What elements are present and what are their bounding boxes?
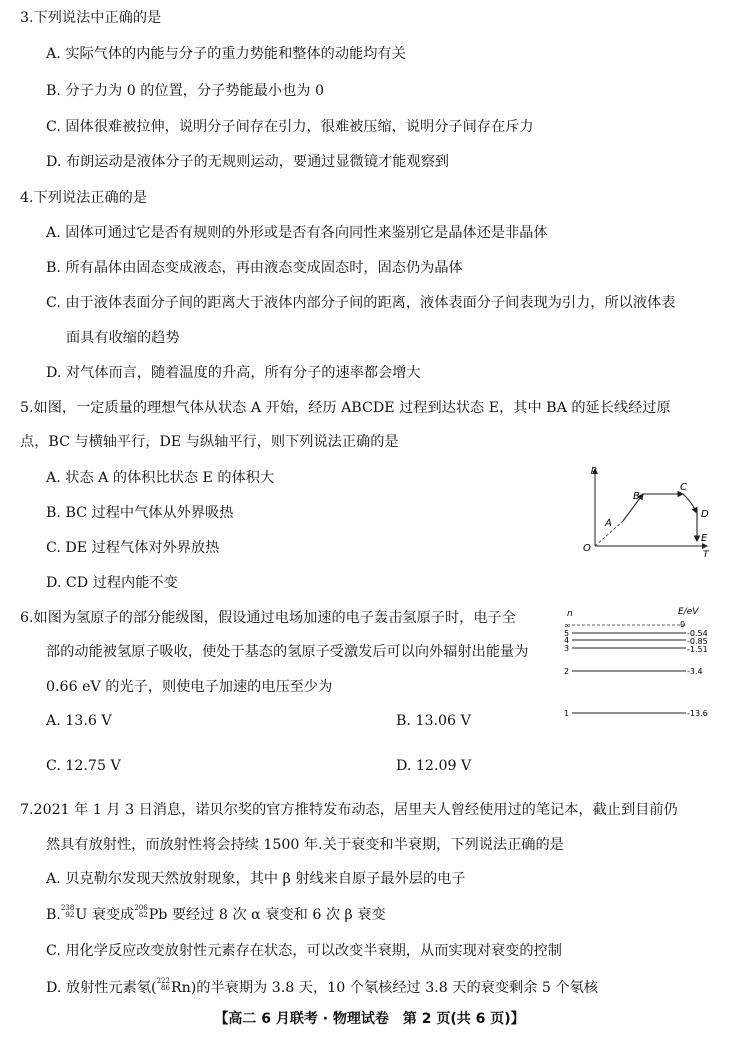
q7-option-a: A. 贝克勒尔发现天然放射现象，其中 β 射线来自原子最外层的电子 bbox=[46, 871, 466, 887]
q7-b-rest: Pb 要经过 8 次 α 衰变和 6 次 β 衰变 bbox=[148, 907, 386, 923]
level-e-header: E/eV bbox=[678, 607, 699, 617]
level-n-2: 2 bbox=[564, 667, 570, 676]
q4-stem: 4.下列说法正确的是 bbox=[20, 190, 148, 206]
level-n-header: n bbox=[567, 609, 573, 619]
q7-stem-line1: 7.2021 年 1 月 3 日消息，诺贝尔奖的官方推特发布动态，居里夫人曾经使用过的笔记本，截止到目前仍 bbox=[20, 802, 678, 818]
q3-option-a: A. 实际气体的内能与分子的重力势能和整体的动能均有关 bbox=[46, 46, 406, 62]
level-n-5: 5 bbox=[564, 629, 570, 638]
q3-option-c: C. 固体很难被拉伸，说明分子间存在引力，很难被压缩，说明分子间存在斥力 bbox=[46, 119, 534, 135]
q5-option-b: B. BC 过程中气体从外界吸热 bbox=[46, 505, 234, 521]
level-n-4: 4 bbox=[564, 636, 570, 645]
level-n-3: 3 bbox=[564, 644, 570, 653]
q5-option-c: C. DE 过程气体对外界放热 bbox=[46, 540, 220, 556]
q6-stem-line2: 部的动能被氢原子吸收，使处于基态的氢原子受激发后可以向外辐射出能量为 bbox=[46, 644, 529, 660]
label-t: T bbox=[703, 550, 709, 558]
q4-option-c-line1: C. 由于液体表面分子间的距离大于液体内部分子间的距离，液体表面分子间表现为引力，所以液体表 bbox=[46, 295, 676, 311]
q6-option-b: B. 13.06 V bbox=[396, 713, 471, 729]
segment-cd bbox=[683, 494, 697, 513]
q5-option-d: D. CD 过程内能不变 bbox=[46, 575, 178, 591]
q7-option-c: C. 用化学反应改变放射性元素存在状态，可以改变半衰期，从而实现对衰变的控制 bbox=[46, 943, 562, 959]
label-p: p bbox=[591, 465, 597, 475]
q7-b-uranium: U 衰变成 bbox=[75, 907, 135, 923]
q4-option-a: A. 固体可通过它是否有规则的外形或是否有各向同性来鉴别它是晶体还是非晶体 bbox=[46, 225, 548, 241]
u238-isotope-marks: 238 92 bbox=[60, 904, 75, 919]
q6-option-d: D. 12.09 V bbox=[396, 758, 472, 774]
q7-option-b bbox=[46, 905, 386, 925]
q6-option-a: A. 13.6 V bbox=[46, 713, 112, 729]
q4-option-c-line2: 面具有收缩的趋势 bbox=[66, 330, 180, 346]
q6-stem-line1: 6.如图为氢原子的部分能级图，假设通过电场加速的电子轰击氢原子时，电子全 bbox=[20, 610, 516, 626]
level-e-5: -0.54 bbox=[687, 629, 708, 638]
q7-d-rest: Rn)的半衰期为 3.8 天，10 个氡核经过 3.8 天的衰变剩余 5 个氡核 bbox=[170, 980, 599, 996]
label-c: C bbox=[680, 482, 687, 493]
level-e-3: -1.51 bbox=[687, 645, 708, 654]
q6-stem-line3: 0.66 eV 的光子，则使电子加速的电压至少为 bbox=[46, 679, 333, 695]
q7-stem-line2: 然具有放射性，而放射性将会持续 1500 年.关于衰变和半衰期，下列说法正确的是 bbox=[46, 837, 564, 853]
q6-energy-level-diagram bbox=[560, 600, 720, 725]
q5-pt-graph bbox=[575, 463, 715, 558]
pb206-isotope-marks: 206 82 bbox=[134, 904, 148, 919]
q7-option-d bbox=[46, 978, 598, 998]
q3-option-b: B. 分子力为 0 的位置，分子势能最小也为 0 bbox=[46, 83, 325, 99]
level-e-inf: 0 bbox=[680, 620, 686, 629]
level-e-2: -3.4 bbox=[687, 667, 703, 676]
q7-b-prefix: B. bbox=[46, 907, 61, 923]
rn222-isotope-marks: 222 86 bbox=[156, 977, 170, 992]
level-n-1: 1 bbox=[564, 709, 570, 718]
q5-stem-line2: 点，BC 与横轴平行，DE 与纵轴平行，则下列说法正确的是 bbox=[20, 434, 399, 450]
q4-option-b: B. 所有晶体由固态变成液态，再由液态变成固态时，固态仍为晶体 bbox=[46, 260, 463, 276]
label-d: D bbox=[701, 509, 709, 520]
label-e: E bbox=[701, 533, 708, 544]
q3-stem: 3.下列说法中正确的是 bbox=[20, 10, 162, 26]
q5-option-a: A. 状态 A 的体积比状态 E 的体积大 bbox=[46, 470, 275, 486]
q4-option-d: D. 对气体而言，随着温度的升高，所有分子的速率都会增大 bbox=[46, 365, 421, 381]
level-e-1: -13.6 bbox=[687, 709, 708, 718]
label-a: A bbox=[605, 518, 612, 529]
q3-option-d: D. 布朗运动是液体分子的无规则运动，要通过显微镜才能观察到 bbox=[46, 154, 449, 170]
level-n-inf: ∞ bbox=[564, 621, 571, 630]
q6-option-c: C. 12.75 V bbox=[46, 758, 121, 774]
q5-stem-line1: 5.如图，一定质量的理想气体从状态 A 开始，经历 ABCDE 过程到达状态 E，其中 BA 的延长线经过原 bbox=[20, 400, 671, 416]
label-o: O bbox=[583, 543, 591, 554]
level-e-4: -0.85 bbox=[687, 637, 708, 646]
label-b: B bbox=[633, 491, 640, 502]
q7-d-prefix: D. 放射性元素氡( bbox=[46, 980, 157, 996]
page-footer: 【高二 6 月联考 · 物理试卷 第 2 页(共 6 页)】 bbox=[214, 1011, 525, 1027]
